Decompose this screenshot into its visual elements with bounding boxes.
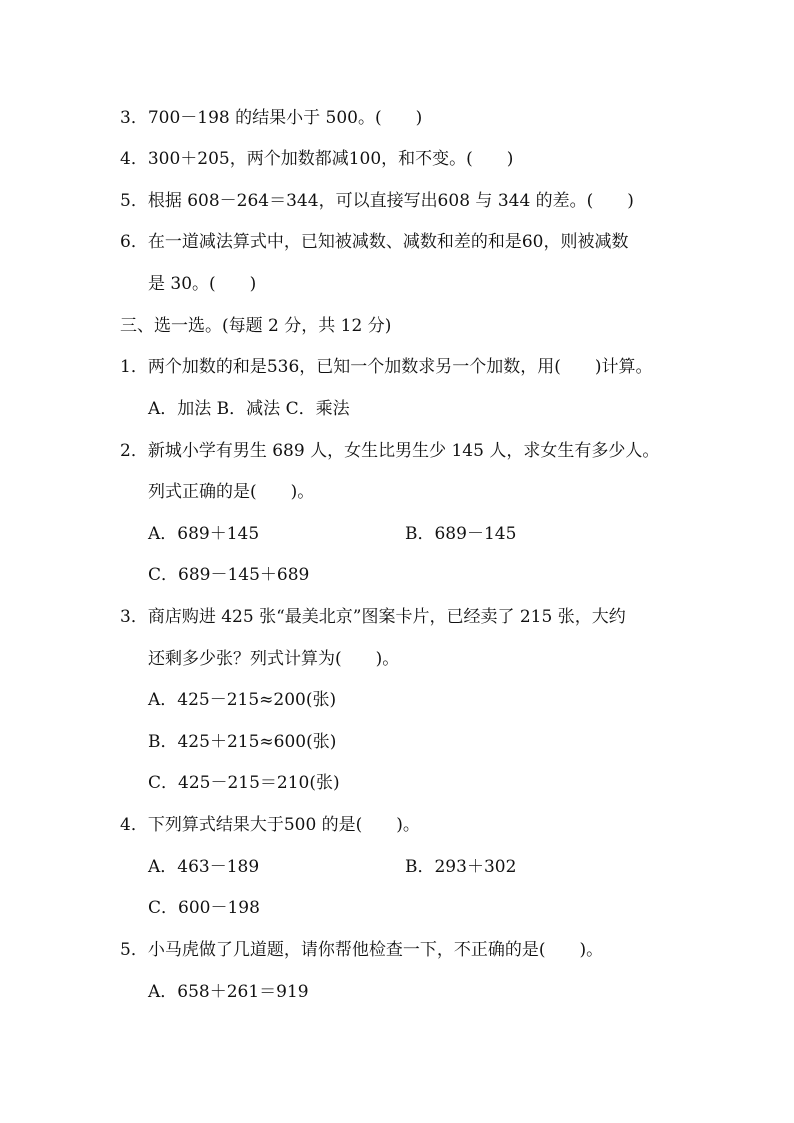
choice-q4-option-a: A．463－189 [148, 857, 260, 877]
choice-q3-option-c: C．425－215＝210(张) [148, 773, 340, 793]
choice-q2-stem-cont: 列式正确的是( )。 [148, 482, 315, 502]
choice-q2-option-b: B．689－145 [405, 524, 517, 544]
judge-item-6: 6．在一道减法算式中，已知被减数、减数和差的和是60，则被减数 [120, 232, 629, 252]
choice-q4-option-c: C．600－198 [148, 898, 260, 918]
choice-q3-option-a: A．425－215≈200(张) [148, 690, 337, 710]
choice-q3-option-b: B．425＋215≈600(张) [148, 732, 337, 752]
judge-item-6-cont: 是 30。( ) [148, 274, 257, 294]
choice-q1-stem: 1．两个加数的和是536，已知一个加数求另一个加数，用( )计算。 [120, 357, 653, 377]
choice-q5-option-a: A．658＋261＝919 [148, 982, 309, 1002]
choice-q2-option-a: A．689＋145 [148, 524, 260, 544]
choice-q5-stem: 5．小马虎做了几道题，请你帮他检查一下，不正确的是( )。 [120, 940, 604, 960]
judge-item-4: 4．300＋205，两个加数都减100，和不变。( ) [120, 149, 514, 169]
choice-q4-stem: 4．下列算式结果大于500 的是( )。 [120, 815, 420, 835]
judge-item-3: 3．700－198 的结果小于 500。( ) [120, 108, 423, 128]
choice-q3-stem: 3．商店购进 425 张“最美北京”图案卡片，已经卖了 215 张，大约 [120, 607, 626, 627]
section-heading-choice: 三、选一选。(每题 2 分，共 12 分) [120, 316, 392, 336]
choice-q3-stem-cont: 还剩多少张？列式计算为( )。 [148, 649, 400, 669]
judge-item-5: 5．根据 608－264＝344，可以直接写出608 与 344 的差。( ) [120, 191, 634, 211]
choice-q1-options: A．加法 B．减法 C．乘法 [148, 399, 350, 419]
choice-q2-stem: 2．新城小学有男生 689 人，女生比男生少 145 人，求女生有多少人。 [120, 441, 660, 461]
choice-q2-option-c: C．689－145＋689 [148, 565, 310, 585]
choice-q4-option-b: B．293＋302 [405, 857, 517, 877]
